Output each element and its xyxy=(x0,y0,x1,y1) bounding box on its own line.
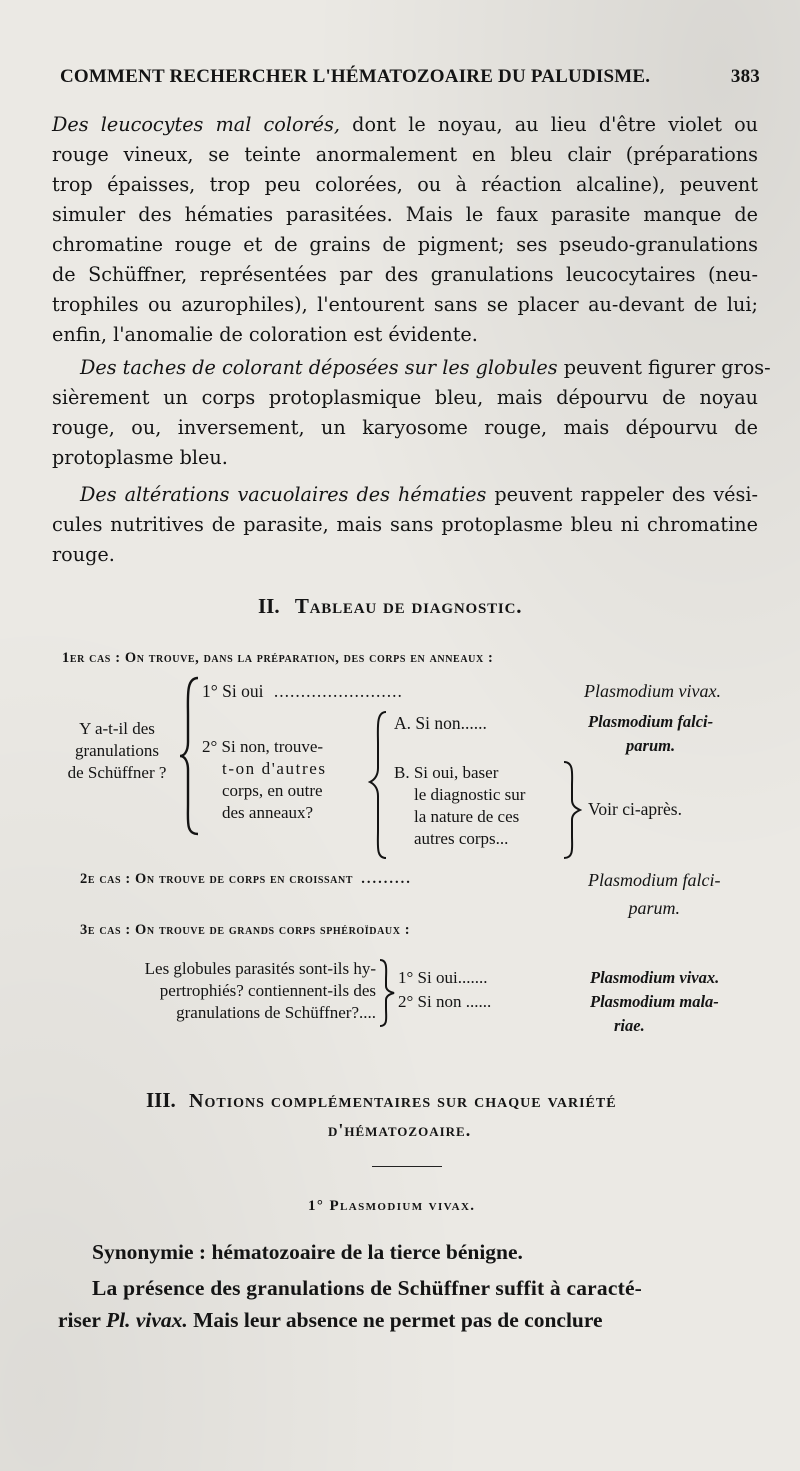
section-number: III. xyxy=(146,1088,176,1112)
text-line: trop épaisses, trop peu colorées, ou à réaction alcaline), peuvent xyxy=(52,173,758,196)
case-3-options xyxy=(398,966,491,1014)
case-1-option-2 xyxy=(202,736,327,824)
case-1-result-vivax: Plasmodium vivax. xyxy=(584,681,721,701)
brace-icon xyxy=(376,958,396,1028)
question-line: de Schüffner ? xyxy=(67,763,167,782)
section-title-line2: d'hématozoaire. xyxy=(328,1120,472,1140)
result-line: Plasmodium falci- xyxy=(588,712,714,731)
brace-icon xyxy=(178,676,204,836)
question-line: granulations xyxy=(74,741,160,760)
text-line: enfin, l'anomalie de coloration est évidente. xyxy=(52,323,478,346)
case-1-result-see-below: Voir ci-après. xyxy=(588,799,682,819)
option-line: 1° Si oui....... xyxy=(398,968,488,987)
case-2-label xyxy=(80,871,412,888)
case-1-label: 1er cas : On trouve, dans la préparation, des corps en anneaux : xyxy=(62,650,494,666)
option-line: autres corps... xyxy=(414,829,509,848)
synonymy-line: Synonymie : hématozoaire de la tierce bénigne. xyxy=(92,1240,523,1264)
option-line: des anneaux? xyxy=(222,803,314,822)
subsection-title: 1° Plasmodium vivax. xyxy=(308,1198,476,1214)
option-line: B. Si oui, baser xyxy=(394,763,499,782)
running-header xyxy=(60,66,760,88)
text-line: dont le noyau, au lieu d'être violet ou xyxy=(340,113,759,136)
option-line: le diagnostic sur xyxy=(414,785,526,804)
leader-dots: ........................ xyxy=(273,681,403,701)
text-fragment: riser xyxy=(58,1308,106,1332)
question-line: pertrophiés? contiennent-ils des xyxy=(159,981,376,1000)
paragraph-leucocytes xyxy=(52,110,758,350)
case-2-text: 2e cas : On trouve de corps en croissant xyxy=(80,871,354,887)
text-line: peuvent rappeler des vési- xyxy=(486,483,758,506)
text-line: de Schüffner, représentées par des granulations leucocytaires (neu- xyxy=(52,263,758,286)
text-line: La présence des granulations de Schüffner suffit à caracté- xyxy=(92,1276,643,1300)
case-1-result-falciparum xyxy=(588,710,713,758)
species-name: Pl. vivax. xyxy=(105,1308,188,1332)
option-line: 2° Si non ...... xyxy=(398,992,492,1011)
text-line: rouge, ou, inversement, un karyosome rouge, mais dépourvu de xyxy=(52,416,758,439)
section-number: II. xyxy=(258,594,280,618)
option-line: 2° Si non, trouve- xyxy=(202,737,324,756)
result-line: Plasmodium falci- xyxy=(588,870,721,890)
text-line: protoplasme bleu. xyxy=(52,446,228,469)
result-line: parum. xyxy=(628,898,680,918)
brace-icon xyxy=(560,760,582,860)
case-3-results xyxy=(590,966,719,1038)
section-title: Tableau de diagnostic. xyxy=(294,594,523,618)
text-line: chromatine rouge et de grains de pigment; ses pseudo-granulations xyxy=(52,233,758,256)
text-line: peuvent figurer gros- xyxy=(557,356,771,379)
question-line: Les globules parasités sont-ils hy- xyxy=(144,959,376,978)
question-line: granulations de Schüffner?.... xyxy=(176,1003,376,1022)
divider xyxy=(372,1166,442,1167)
leader-dots: ......... xyxy=(361,871,412,887)
text-line xyxy=(58,1308,603,1333)
result-malariae: Plasmodium mala- xyxy=(590,992,719,1011)
option-text: 1° Si oui xyxy=(202,681,264,701)
text-fragment: Mais leur absence ne permet pas de conclure xyxy=(187,1308,603,1332)
case-1-sub-b xyxy=(394,762,525,850)
question-line: Y a-t-il des xyxy=(79,719,155,738)
case-1-sub-a: A. Si non...... xyxy=(394,713,487,733)
case-1-question xyxy=(52,718,182,784)
paragraph-lead: Des taches de colorant déposées sur les globules xyxy=(80,356,558,379)
paragraph-lead: Des altérations vacuolaires des hématies xyxy=(80,483,487,506)
paragraph-lead: Des leucocytes mal colorés, xyxy=(52,113,340,136)
section-ii-heading xyxy=(258,594,522,619)
section-title: Notions complémentaires sur chaque variété xyxy=(189,1090,617,1112)
text-line: simuler des hématies parasitées. Mais le faux parasite manque de xyxy=(52,203,758,226)
option-line: t-on d'autres xyxy=(222,759,327,778)
paragraph-taches xyxy=(52,353,771,473)
case-3-label: 3e cas : On trouve de grands corps sphéroïdaux : xyxy=(80,922,411,938)
result-line: parum. xyxy=(626,736,676,755)
header-title: COMMENT RECHERCHER L'HÉMATOZOAIRE DU PALUDISME. xyxy=(60,66,651,87)
section-iii-heading xyxy=(146,1088,617,1113)
result-vivax: Plasmodium vivax. xyxy=(590,968,720,987)
text-line: rouge. xyxy=(52,543,115,566)
option-line: corps, en outre xyxy=(222,781,323,800)
brace-icon xyxy=(368,710,392,860)
page-number: 383 xyxy=(730,66,760,87)
paragraph-alterations xyxy=(52,480,758,570)
text-line: cules nutritives de parasite, mais sans protoplasme bleu ni chromatine xyxy=(52,513,758,536)
case-1-option-1 xyxy=(202,678,403,704)
case-3-question xyxy=(58,958,376,1024)
text-line: sièrement un corps protoplasmique bleu, mais dépourvu de noyau xyxy=(52,386,758,409)
text-line: rouge vineux, se teinte anormalement en bleu clair (préparations xyxy=(52,143,758,166)
case-2-result xyxy=(588,866,721,922)
result-line: riae. xyxy=(614,1016,645,1035)
text-line: trophiles ou azurophiles), l'entourent sans se placer au-devant de lui; xyxy=(52,293,758,316)
option-line: la nature de ces xyxy=(414,807,520,826)
